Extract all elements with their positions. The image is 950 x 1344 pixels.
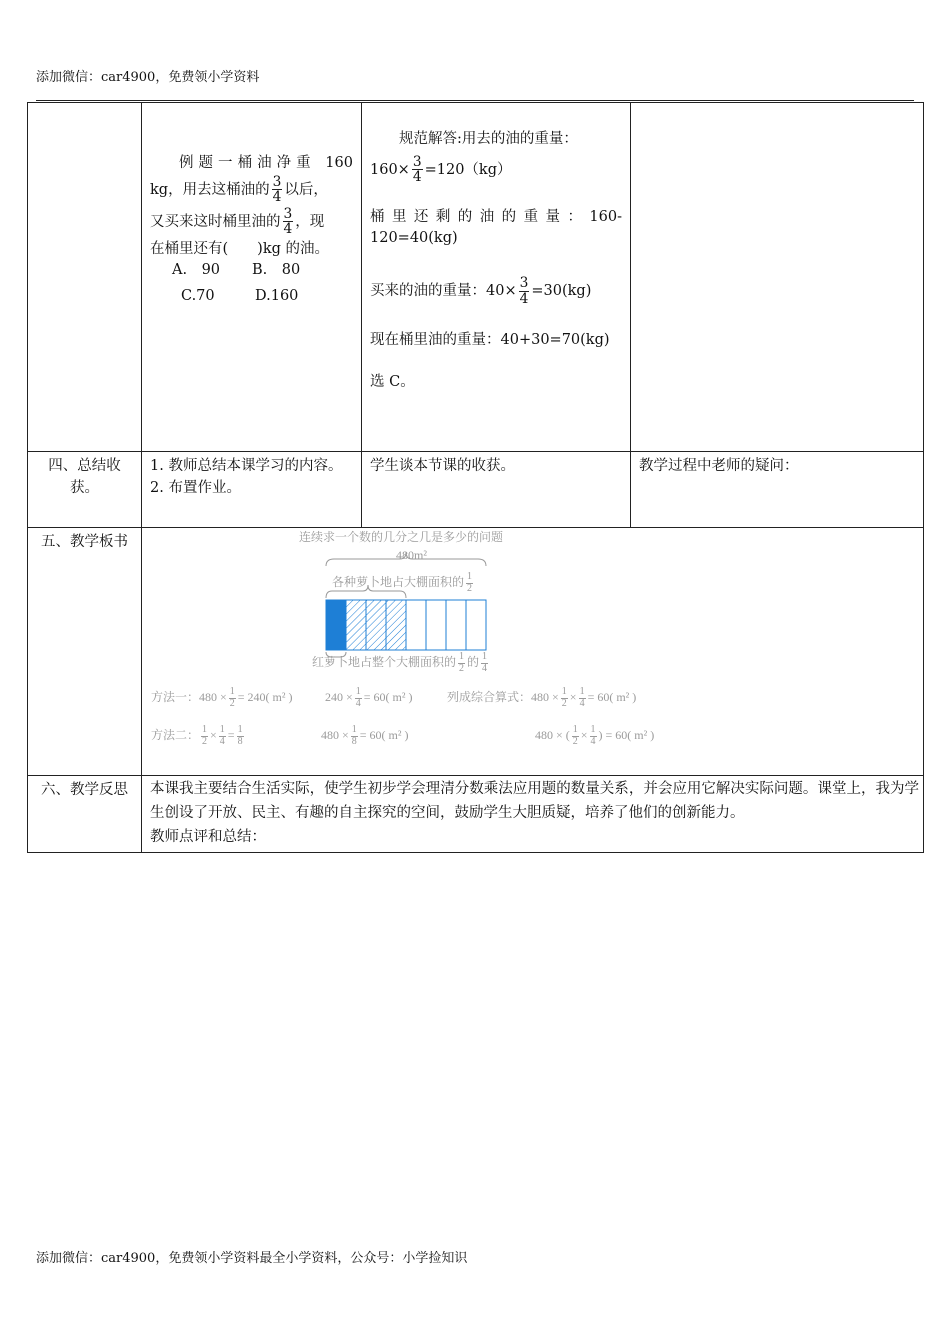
method-2-combined	[535, 725, 654, 747]
m1-text-c: 240 ×	[325, 689, 353, 704]
reflection-label: 六、教学反思	[28, 776, 142, 853]
header-note: 添加微信：car4900，免费领小学资料	[36, 70, 260, 85]
header-divider	[36, 100, 914, 101]
bar-part-empty	[426, 600, 446, 650]
fraction-quarter	[481, 652, 488, 674]
bar-part-hatched	[346, 600, 366, 650]
summary-student-cell: 学生谈本节课的收获。	[362, 452, 631, 528]
reflection-comment: 教师点评和总结：	[150, 828, 266, 845]
m2-text-g: ×	[580, 727, 588, 742]
bar-part-hatched	[386, 600, 406, 650]
option-c: C.70	[181, 288, 215, 305]
fraction-denominator: 4	[412, 169, 422, 186]
bottom-text-b: 的	[467, 654, 480, 669]
example-line-2b: 以后，	[284, 181, 328, 198]
board-title: 连续求一个数的几分之几是多少的问题	[299, 530, 504, 544]
fraction-numerator: 3	[519, 275, 529, 292]
fraction-denominator: 2	[467, 582, 473, 594]
fraction-denominator: 8	[351, 735, 357, 747]
brace-label	[332, 572, 475, 594]
fraction-numerator: 1	[351, 724, 357, 735]
fraction-denominator: 2	[572, 735, 578, 747]
fraction-denominator: 4	[482, 662, 488, 674]
board-cell	[142, 528, 924, 776]
fraction-numerator: 1	[467, 571, 473, 582]
summary-label: 四、总结收获。	[28, 452, 142, 528]
answer-options	[172, 260, 353, 282]
lesson-plan-table	[27, 102, 924, 853]
example-line-3b: ，现	[295, 213, 325, 230]
fraction-numerator: 1	[590, 724, 596, 735]
summary-teacher-cell	[142, 452, 362, 528]
m1-text-f: ×	[569, 689, 577, 704]
example-line-3a: 又买来这时桶里油的	[150, 213, 281, 230]
fraction-denominator: 4	[519, 290, 529, 307]
board-graphics	[142, 528, 922, 770]
footer-note: 添加微信：car4900，免费领小学资料最全小学资料，公众号：小学捡知识	[36, 1251, 468, 1266]
fraction-numerator: 1	[355, 686, 361, 697]
fraction-denominator: 8	[237, 735, 243, 747]
m2-text-d: 480 ×	[321, 727, 349, 742]
board-total: 480m²	[396, 548, 427, 562]
fraction-numerator: 1	[572, 724, 578, 735]
fraction-eighth	[237, 725, 244, 747]
method-2-step-1	[151, 725, 246, 747]
fraction-denominator: 2	[561, 697, 567, 709]
solution-line-4: 现在桶里油的重量：40+30=70(kg)	[370, 332, 610, 349]
solution-line-5: 选 C。	[370, 373, 415, 390]
option-d: D.160	[255, 288, 299, 305]
example-line-1: 例题一桶油净重 160	[179, 155, 353, 171]
fraction-denominator: 4	[283, 221, 293, 238]
m2-text-e: = 60( m² )	[359, 727, 409, 742]
fraction-numerator: 1	[219, 724, 225, 735]
fraction-half	[229, 687, 236, 709]
example-row	[28, 103, 924, 452]
fraction-numerator: 1	[482, 651, 488, 662]
fraction-numerator: 1	[237, 724, 243, 735]
fraction-half	[458, 652, 465, 674]
solution-line-3	[370, 276, 622, 306]
fraction-denominator: 4	[355, 697, 361, 709]
m2-text-a: 方法二：	[151, 727, 200, 742]
fraction-denominator: 4	[590, 735, 596, 747]
method-2-step-2	[321, 725, 408, 747]
notes-cell	[631, 103, 924, 452]
summary-row	[28, 452, 924, 528]
example-problem-cell	[142, 103, 362, 452]
bar-part-empty	[406, 600, 426, 650]
m1-text-g: = 60( m² )	[587, 689, 637, 704]
fraction-numerator: 1	[561, 686, 567, 697]
blackboard-diagram	[142, 528, 923, 770]
fraction-quarter	[219, 725, 226, 747]
fraction-numerator: 1	[579, 686, 585, 697]
board-row	[28, 528, 924, 776]
solution-line-1a: 160×	[370, 161, 410, 178]
fraction-numerator: 3	[272, 173, 282, 190]
fraction-three-quarters	[519, 276, 530, 306]
example-line-2	[150, 175, 353, 205]
method-1-step-1	[151, 687, 292, 709]
bar-part-red	[326, 600, 346, 650]
bar-part-hatched	[366, 600, 386, 650]
bar-part-empty	[466, 600, 486, 650]
m1-text-a: 方法一：480 ×	[151, 689, 227, 704]
option-a: A. 90	[172, 262, 221, 279]
solution-line-1	[370, 155, 622, 185]
fraction-numerator: 1	[202, 724, 208, 735]
solution-line-3b: =30(kg)	[531, 283, 592, 300]
fraction-denominator: 4	[219, 735, 225, 747]
fraction-eighth	[351, 725, 358, 747]
fraction-numerator: 1	[459, 651, 465, 662]
fraction-denominator: 2	[202, 735, 208, 747]
method-1-combined	[447, 687, 636, 709]
m2-text-h: ) = 60( m² )	[598, 727, 655, 742]
reflection-row	[28, 776, 924, 853]
fraction-numerator: 1	[229, 686, 235, 697]
option-b: B. 80	[252, 262, 301, 279]
m1-text-d: = 60( m² )	[363, 689, 413, 704]
example-line-2a: kg，用去这桶油的	[150, 181, 270, 198]
solution-cell	[362, 103, 631, 452]
fraction-numerator: 3	[283, 205, 293, 222]
solution-line-3a: 买来的油的重量：40×	[370, 283, 517, 300]
example-label-cell	[28, 103, 142, 452]
fraction-quarter	[355, 687, 362, 709]
brace-text: 各种萝卜地占大棚面积的	[332, 574, 465, 589]
m1-text-e: 列成综合算式：480 ×	[447, 689, 559, 704]
fraction-denominator: 4	[272, 189, 282, 206]
fraction-half	[201, 725, 208, 747]
bar-part-empty	[446, 600, 466, 650]
solution-line-2: 桶 里 还 剩 的 油 的 重 量 ： 160-120=40(kg)	[370, 208, 622, 247]
fraction-half	[572, 725, 579, 747]
reflection-paragraph: 本课我主要结合生活实际，使学生初步学会理清分数乘法应用题的数量关系，并会应用它解决实际问题。课堂上，我为学生创设了开放、民主、有趣的自主探究的空间，鼓励学生大胆质疑，培养了他们的创新能力。	[150, 781, 919, 821]
fraction-quarter	[590, 725, 597, 747]
m1-text-b: = 240( m² )	[237, 689, 293, 704]
fraction-half	[466, 572, 473, 594]
example-line-4: 在桶里还有( )kg 的油。	[150, 240, 329, 257]
fraction-denominator: 2	[459, 662, 465, 674]
answer-options-2	[181, 286, 353, 308]
bottom-text-a: 红萝卜地占整个大棚面积的	[312, 654, 457, 669]
m2-text-f: 480 × (	[535, 727, 570, 742]
summary-teacher-item-1: 1. 教师总结本课学习的内容。	[150, 458, 343, 474]
summary-teacher-item-2: 2. 布置作业。	[150, 479, 241, 496]
solution-title: 规范解答:用去的油的重量：	[399, 131, 578, 147]
board-label: 五、教学板书	[28, 528, 142, 776]
summary-question-cell: 教学过程中老师的疑问：	[631, 452, 924, 528]
method-1-step-2	[325, 687, 412, 709]
fraction-numerator: 3	[412, 153, 422, 170]
reflection-cell	[142, 776, 924, 853]
fraction-three-quarters	[283, 207, 294, 237]
m2-text-c: =	[227, 727, 235, 742]
fraction-denominator: 2	[229, 697, 235, 709]
fraction-three-quarters	[272, 175, 283, 205]
fraction-denominator: 4	[579, 697, 585, 709]
fraction-quarter	[579, 687, 586, 709]
solution-line-1b: =120（kg）	[424, 161, 512, 178]
fraction-half	[561, 687, 568, 709]
bottom-label	[312, 652, 490, 674]
m2-text-b: ×	[210, 727, 217, 742]
fraction-three-quarters	[412, 155, 423, 185]
example-line-3	[150, 207, 353, 237]
